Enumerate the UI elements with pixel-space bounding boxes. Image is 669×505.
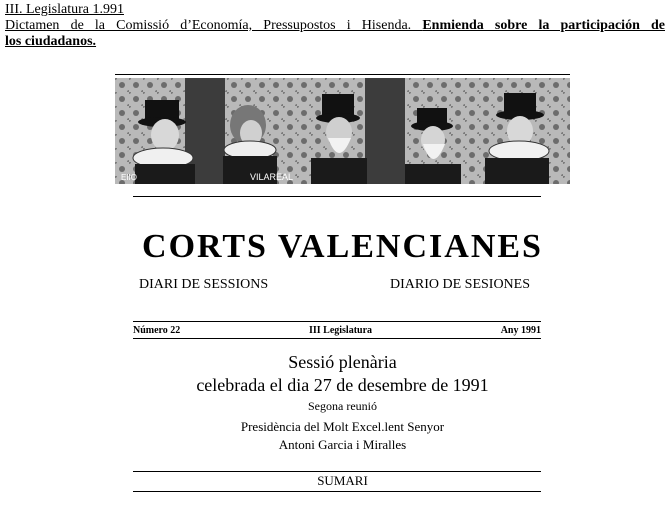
issue-row (133, 325, 541, 336)
portrait-engraving (115, 78, 570, 184)
issue-year: Any 1991 (500, 325, 541, 336)
masthead-title: CORTS VALENCIANES (142, 228, 543, 265)
document-header (5, 2, 665, 50)
dictamen-text: Dictamen de la Comissió d’Economía, Pressupostos i Hisenda. (5, 18, 423, 33)
issue-legislature: III Legislatura (308, 325, 373, 336)
dictamen-line[interactable] (5, 18, 665, 34)
session-meeting: Segona reunió (308, 399, 377, 413)
banner-caption-mid: VILAREAL (250, 172, 294, 182)
session-date: celebrada el dia 27 de desembre de 1991 (196, 375, 489, 395)
enmienda-title-cont: los ciudadanos. (5, 34, 97, 49)
diario-label: DIARIO DE SESIONES (390, 277, 530, 292)
issue-top-rule (133, 321, 541, 322)
portrait-banner (115, 78, 570, 184)
enmienda-title: Enmienda sobre la participación de (422, 18, 665, 33)
president-name: Antoni Garcia i Miralles (278, 437, 407, 452)
summary-heading: SUMARI (317, 473, 368, 488)
session-title: Sessió plenària (288, 352, 397, 372)
presidency-line: Presidència del Molt Excel.lent Senyor (240, 419, 445, 434)
issue-bottom-rule (133, 338, 541, 339)
issue-number: Número 22 (133, 325, 181, 336)
legislature-line: III. Legislatura 1.991 (5, 2, 124, 17)
banner-bottom-rule (133, 196, 541, 197)
summary-bottom-rule (133, 491, 541, 492)
diari-label: DIARI DE SESSIONS (139, 277, 269, 292)
top-rule (115, 74, 570, 75)
banner-caption-left: EIIO (121, 173, 138, 182)
summary-top-rule (133, 471, 541, 472)
